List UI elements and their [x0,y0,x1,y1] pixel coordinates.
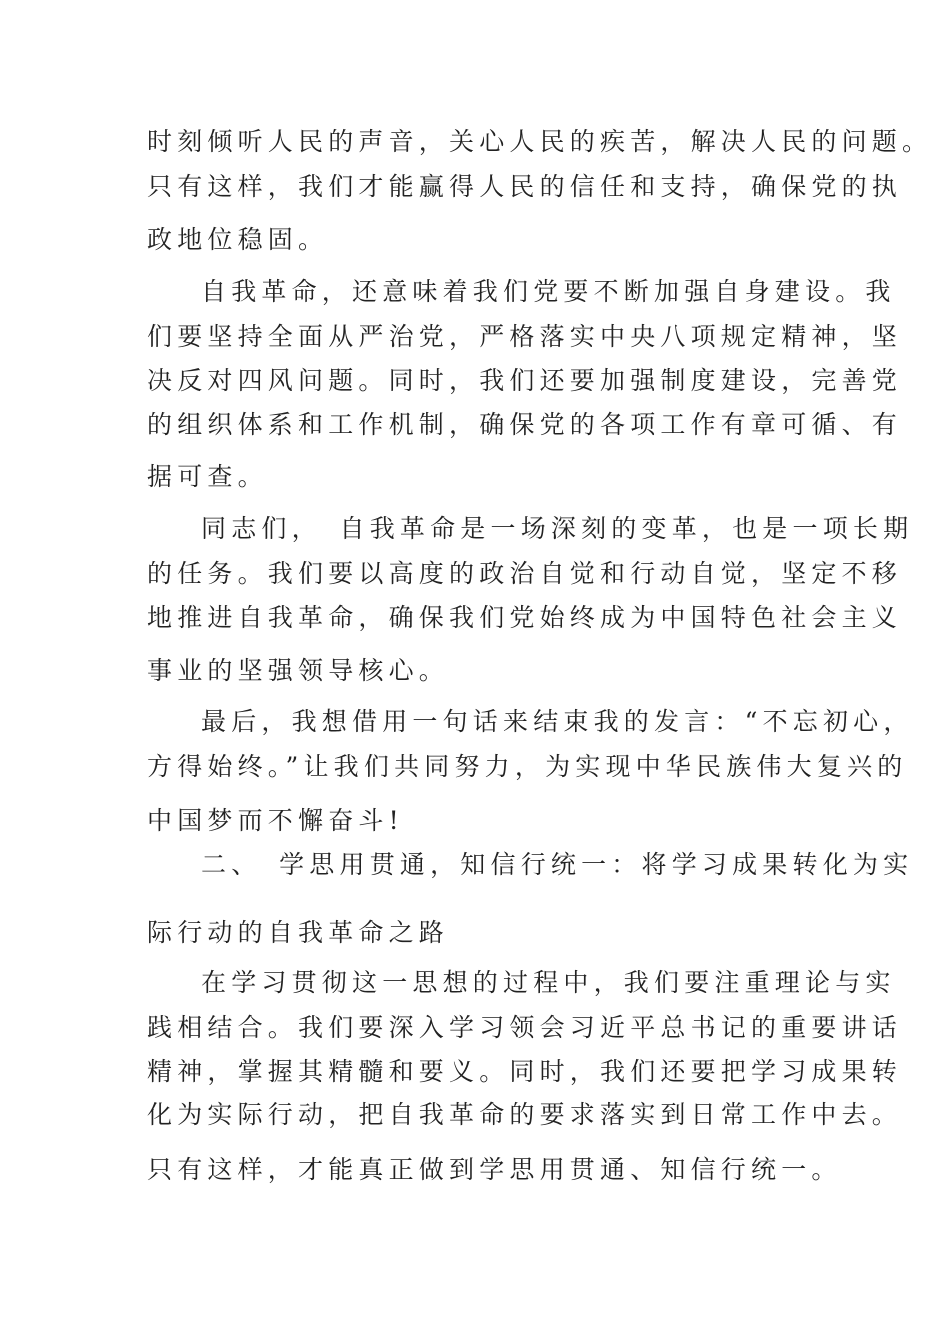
text-line: 二、 学思用贯通，知信行统一：将学习成果转化为实 [201,850,914,879]
text-line: 的组织体系和工作机制，确保党的各项工作有章可循、有 [147,410,903,439]
text-line: 践相结合。我们要深入学习领会习近平总书记的重要讲话 [147,1013,903,1042]
text-line: 决反对四风问题。同时，我们还要加强制度建设，完善党 [147,366,903,395]
text-line: 在学习贯彻这一思想的过程中，我们要注重理论与实 [201,968,896,997]
text-line: 据可查。 [147,462,268,491]
text-line: 只有这样，才能真正做到学思用贯通、知信行统一。 [147,1155,842,1184]
text-line: 地推进自我革命，确保我们党始终成为中国特色社会主义 [147,603,903,632]
text-line: 同志们， 自我革命是一场深刻的变革，也是一项长期 [201,514,914,543]
text-line: 际行动的自我革命之路 [147,918,450,947]
text-line: 最后，我想借用一句话来结束我的发言：“不忘初心， [201,707,914,736]
text-line: 们要坚持全面从严治党，严格落实中央八项规定精神，坚 [147,322,903,351]
text-line: 精神，掌握其精髓和要义。同时，我们还要把学习成果转 [147,1057,903,1086]
text-line: 事业的坚强领导核心。 [147,656,450,685]
text-line: 时刻倾听人民的声音，关心人民的疾苦，解决人民的问题。 [147,127,933,156]
text-line: 化为实际行动，把自我革命的要求落实到日常工作中去。 [147,1100,903,1129]
text-line: 自我革命，还意味着我们党要不断加强自身建设。我 [201,277,896,306]
text-line: 方得始终。”让我们共同努力，为实现中华民族伟大复兴的 [147,752,908,781]
text-line: 只有这样，我们才能赢得人民的信任和支持，确保党的执 [147,172,903,201]
text-line: 的任务。我们要以高度的政治自觉和行动自觉，坚定不移 [147,559,903,588]
text-line: 中国梦而不懈奋斗! [147,806,404,835]
text-line: 政地位稳固。 [147,225,329,254]
